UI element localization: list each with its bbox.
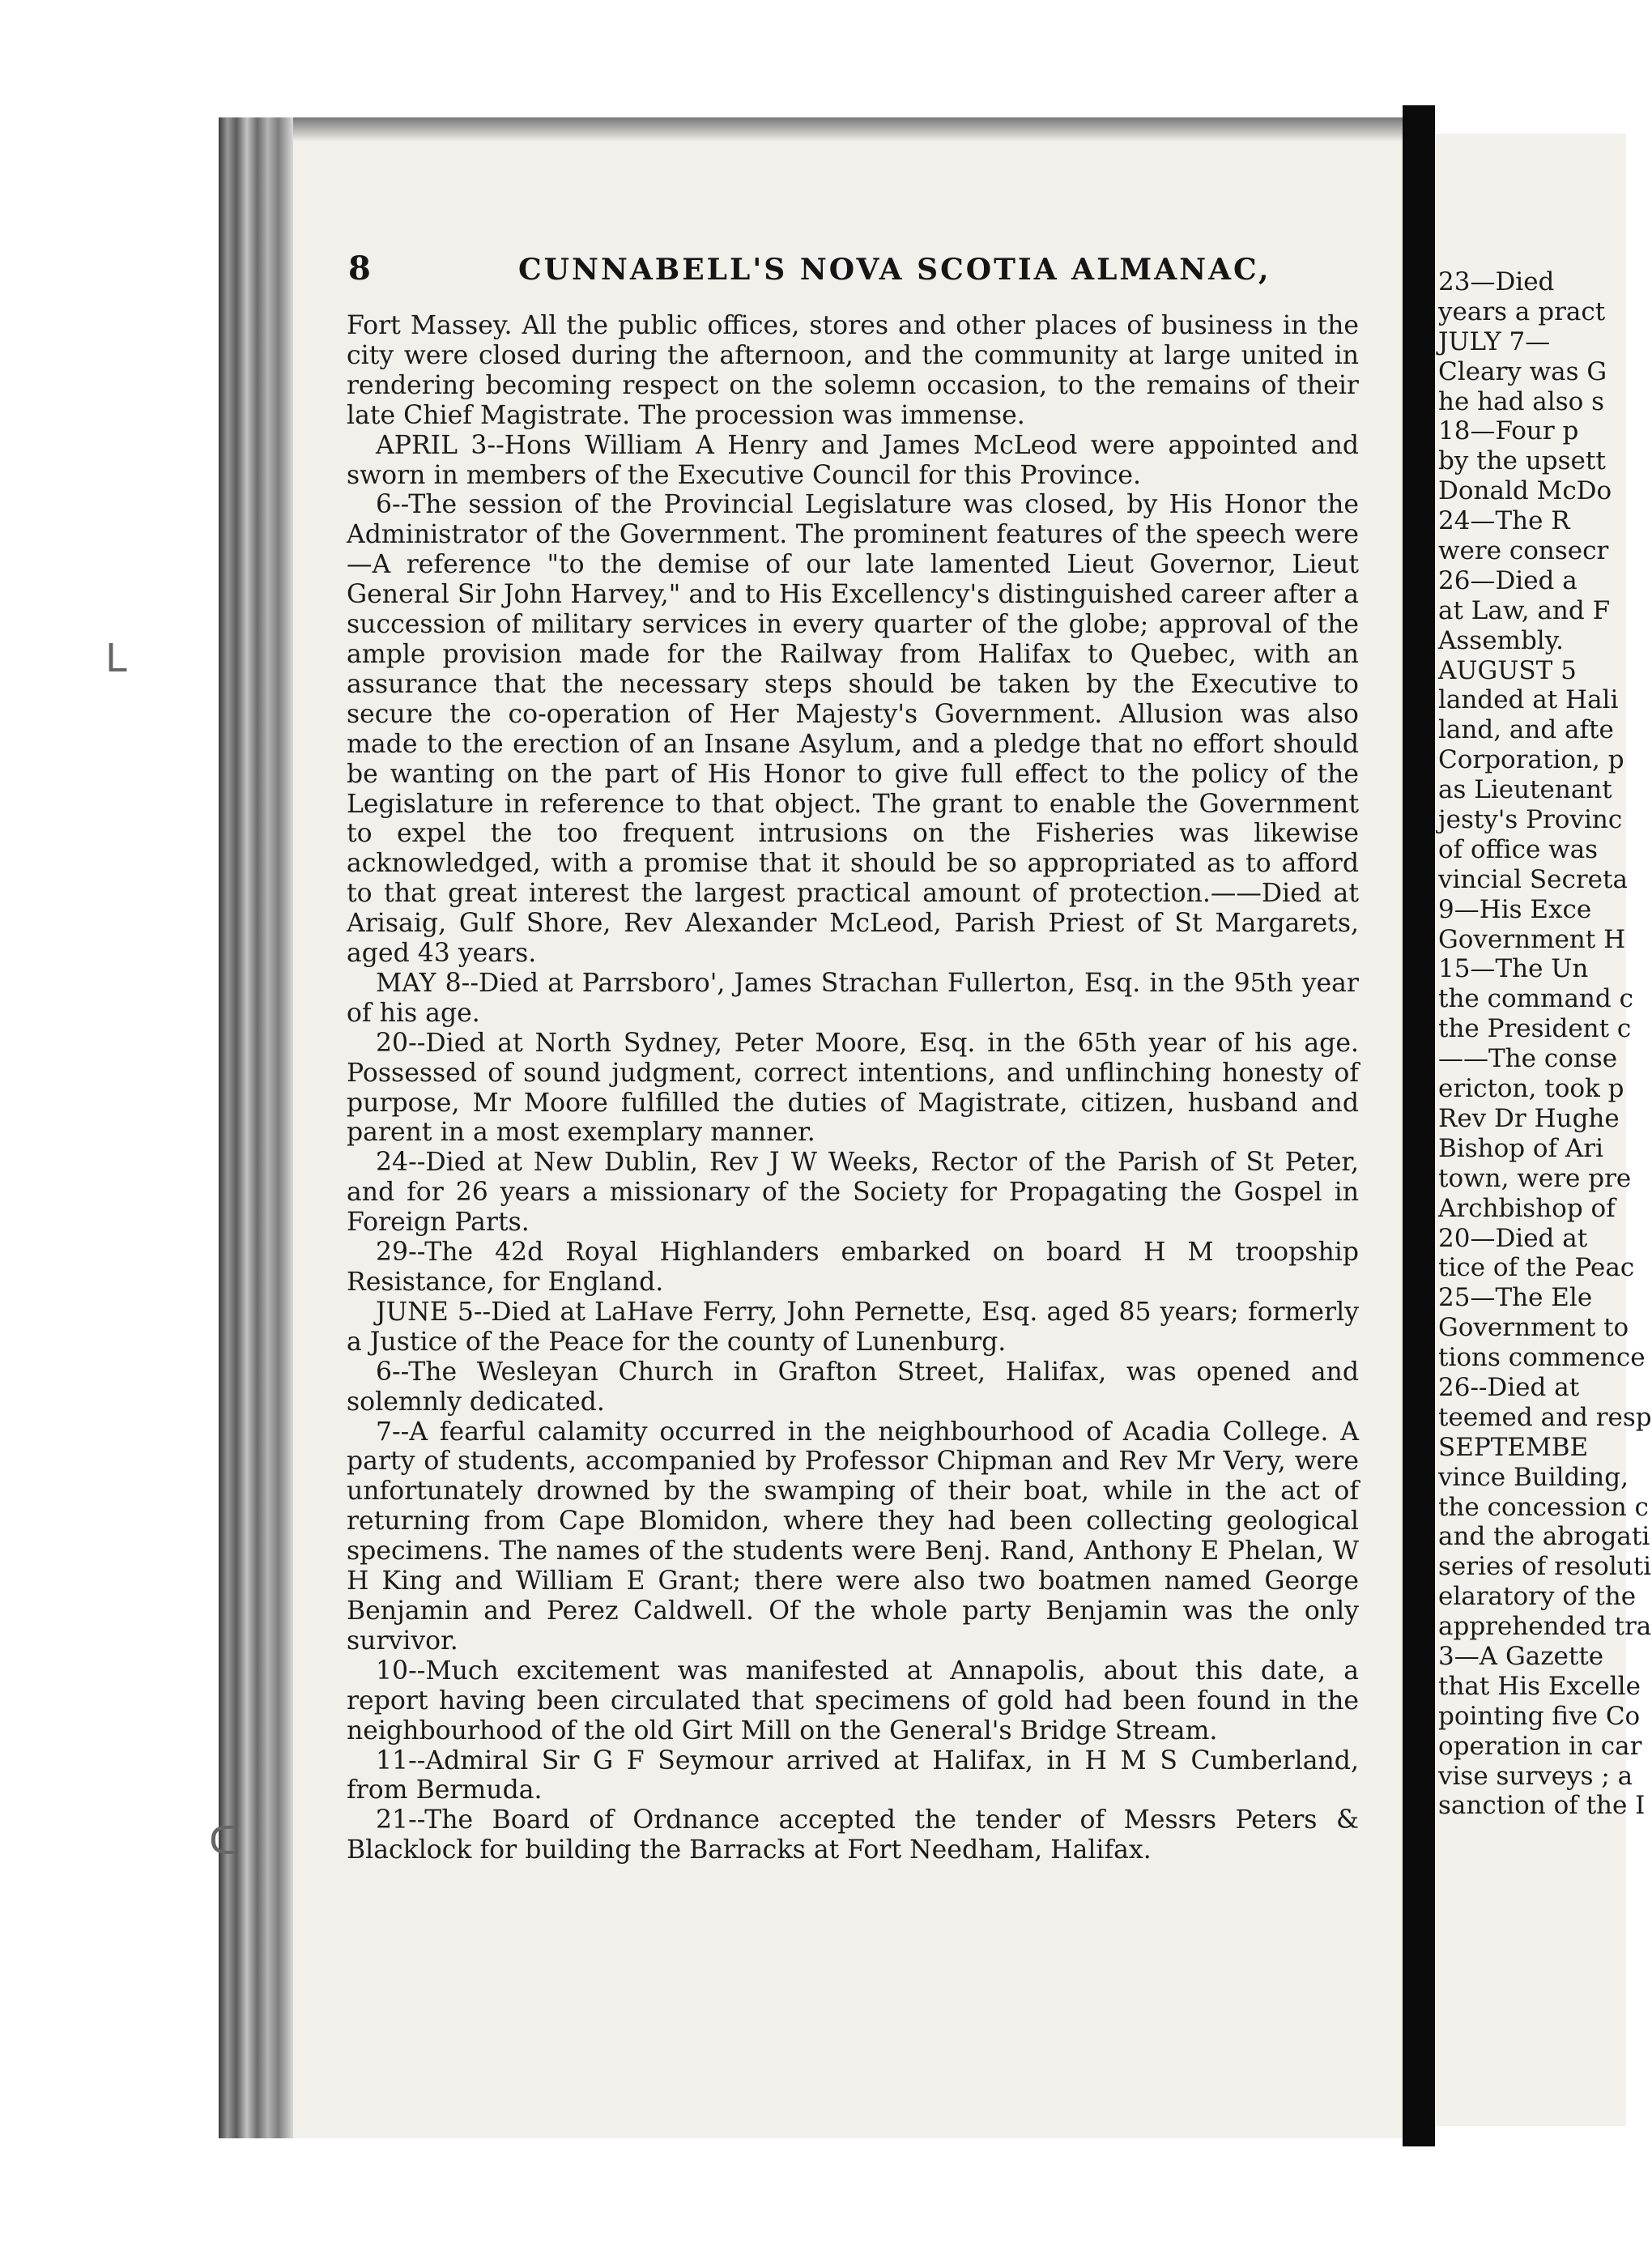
right-page-line: ericton, took p <box>1438 1074 1624 1104</box>
page-number: 8 <box>348 249 371 288</box>
right-page-line: the concession c <box>1438 1492 1649 1522</box>
right-page-line: Archbishop of <box>1438 1193 1616 1223</box>
right-page-line: and the abrogati <box>1438 1522 1650 1552</box>
paragraph: Fort Massey. All the public offices, stores and other places of business in the city were closed during the afternoon, and the community at large united in rendering becoming respect on the solemn occasion, to the remains of their late Chief Magistrate. The procession was immense. <box>347 311 1359 430</box>
paragraph: 21--The Board of Ordnance accepted the tender of Messrs Peters & Blacklock for building the Barracks at Fort Needham, Halifax. <box>347 1805 1359 1865</box>
right-page-line: 20—Died at <box>1438 1223 1588 1253</box>
right-page-line: land, and afte <box>1438 715 1614 745</box>
running-title: CUNNABELL'S NOVA SCOTIA ALMANAC, <box>518 253 1271 287</box>
right-page-line: 9—His Exce <box>1438 894 1592 924</box>
right-page-line: vise surveys ; a <box>1438 1761 1633 1791</box>
right-page-line: tice of the Peac <box>1438 1253 1635 1283</box>
right-page-line: of office was <box>1438 834 1599 864</box>
right-page-line: vince Building, <box>1438 1462 1629 1492</box>
right-page-line: AUGUST 5 <box>1438 655 1577 685</box>
paragraph: 29--The 42d Royal Highlanders embarked on board H M troopship Resistance, for England. <box>347 1238 1359 1297</box>
right-page-line: ——The conse <box>1438 1044 1618 1074</box>
book-gutter <box>1403 105 1435 2146</box>
paragraph: JUNE 5--Died at LaHave Ferry, John Pernette, Esq. aged 85 years; formerly a Justice of the Peace for the county of Lunenburg. <box>347 1297 1359 1357</box>
paragraph: 6--The Wesleyan Church in Grafton Street, Halifax, was opened and solemnly dedicated. <box>347 1357 1359 1417</box>
right-page-line: 15—The Un <box>1438 954 1589 984</box>
right-page-line: JULY 7— <box>1438 326 1551 356</box>
right-page-line: were consecr <box>1438 536 1609 566</box>
paragraph: 6--The session of the Provincial Legislature was closed, by His Honor the Administrator of the Government. The prominent features of the speech were—A reference "to the demise of our late lamented Lieut Governor, Lieut General Sir John Harvey," and to His Excellency's distinguished career after a succession of military services in every quarter of the globe; approval of the ample provision made for the Railway from Halifax to Quebec, with an assurance that the necessary steps should be taken by the Executive to secure the co-operation of Her Majesty's Government. Allusion was also made to the erection of an Insane Asylum, and a pledge that no effort should be wanting on the part of His Honor to give full effect to the policy of the Legislature in reference to that object. The grant to enable the Government to expel the too frequent intrusions on the Fisheries was likewise acknowledged, with a promise that it should be so appropriated as to afford to that great interest the largest practical amount of protection.——Died at Arisaig, Gulf Shore, Rev Alexander McLeod, Parish Priest of St Margarets, aged 43 years. <box>347 490 1359 969</box>
right-page-line: he had also s <box>1438 386 1605 416</box>
right-page-line: vincial Secreta <box>1438 864 1628 894</box>
right-page-line: jesty's Provinc <box>1438 805 1623 835</box>
paragraph: 20--Died at North Sydney, Peter Moore, Esq. in the 65th year of his age. Possessed of sound judgment, correct intentions, and unflinching honesty of purpose, Mr Moore fulfilled the duties of Magistrate, citizen, husband and parent in a most exemplary manner. <box>347 1028 1359 1148</box>
right-page-line: Corporation, p <box>1438 745 1624 775</box>
right-page-line: SEPTEMBE <box>1438 1432 1589 1462</box>
film-edge-mark: ᒪ <box>105 636 127 681</box>
right-page-line: 25—The Ele <box>1438 1283 1593 1313</box>
paragraph: 24--Died at New Dublin, Rev J W Weeks, Rector of the Parish of St Peter, and for 26 years a missionary of the Society for Propagating the Gospel in Foreign Parts. <box>347 1148 1359 1238</box>
right-page-line: 26--Died at <box>1438 1372 1580 1402</box>
right-page-line: series of resoluti <box>1438 1552 1652 1582</box>
right-page-line: 24—The R <box>1438 506 1570 536</box>
right-page-line: sanction of the I <box>1438 1791 1646 1821</box>
paragraph: 11--Admiral Sir G F Seymour arrived at Halifax, in H M S Cumberland, from Bermuda. <box>347 1745 1359 1805</box>
right-page-line: by the upsett <box>1438 446 1606 476</box>
right-page-line: the President c <box>1438 1014 1632 1044</box>
right-page-line: landed at Hali <box>1438 685 1619 715</box>
right-page-line: that His Excelle <box>1438 1671 1641 1701</box>
right-page-text <box>1438 267 1652 1821</box>
right-page-line: Government H <box>1438 924 1626 954</box>
right-page-line: pointing five Co <box>1438 1701 1641 1731</box>
right-page-line: as Lieutenant <box>1438 775 1612 805</box>
right-page-line: Rev Dr Hughe <box>1438 1103 1620 1133</box>
right-page-line: operation in car <box>1438 1731 1642 1761</box>
right-page-line: town, were pre <box>1438 1163 1632 1193</box>
right-page-line: Bishop of Ari <box>1438 1133 1604 1163</box>
page-top-shadow <box>293 117 1403 142</box>
paragraph: 10--Much excitement was manifested at Annapolis, about this date, a report having been circulated that specimens of gold had been found in the neighbourhood of the old Girt Mill on the General's Bridge Stream. <box>347 1656 1359 1745</box>
right-page-line: Cleary was G <box>1438 356 1607 386</box>
right-page-line: Assembly. <box>1438 625 1564 655</box>
right-page-line: at Law, and F <box>1438 595 1611 625</box>
right-page-line: elaratory of the <box>1438 1582 1637 1612</box>
right-page-line: tions commence <box>1438 1343 1646 1373</box>
right-page-line: teemed and resp <box>1438 1402 1652 1432</box>
paragraph: 7--A fearful calamity occurred in the neighbourhood of Acadia College. A party of students, accompanied by Professor Chipman and Rev Mr Very, were unfortunately drowned by the swamping of their boat, while in the act of returning from Cape Blomidon, where they had been collecting geological specimens. The names of the students were Benj. Rand, Anthony E Phelan, W H King and William E Grant; there were also two boatmen named George Benjamin and Perez Caldwell. Of the whole party Benjamin was the only survivor. <box>347 1417 1359 1656</box>
right-page-line: 3—A Gazette <box>1438 1641 1604 1671</box>
film-edge-mark: ᑕ <box>209 1818 238 1864</box>
page-header <box>348 249 1352 298</box>
right-page-line: Government to <box>1438 1313 1629 1343</box>
right-page-line: the command c <box>1438 984 1633 1014</box>
paragraph: MAY 8--Died at Parrsboro', James Strachan Fullerton, Esq. in the 95th year of his age. <box>347 968 1359 1028</box>
paragraph: APRIL 3--Hons William A Henry and James McLeod were appointed and sworn in members of the Executive Council for this Province. <box>347 430 1359 490</box>
right-page-line: apprehended tra <box>1438 1612 1652 1642</box>
almanac-body <box>347 311 1359 1865</box>
right-page-line: Donald McDo <box>1438 476 1612 506</box>
right-page-line: years a pract <box>1438 296 1606 326</box>
right-page-line: 26—Died a <box>1438 565 1577 595</box>
right-page-line: 18—Four p <box>1438 416 1579 446</box>
right-page-line: 23—Died <box>1438 267 1555 296</box>
